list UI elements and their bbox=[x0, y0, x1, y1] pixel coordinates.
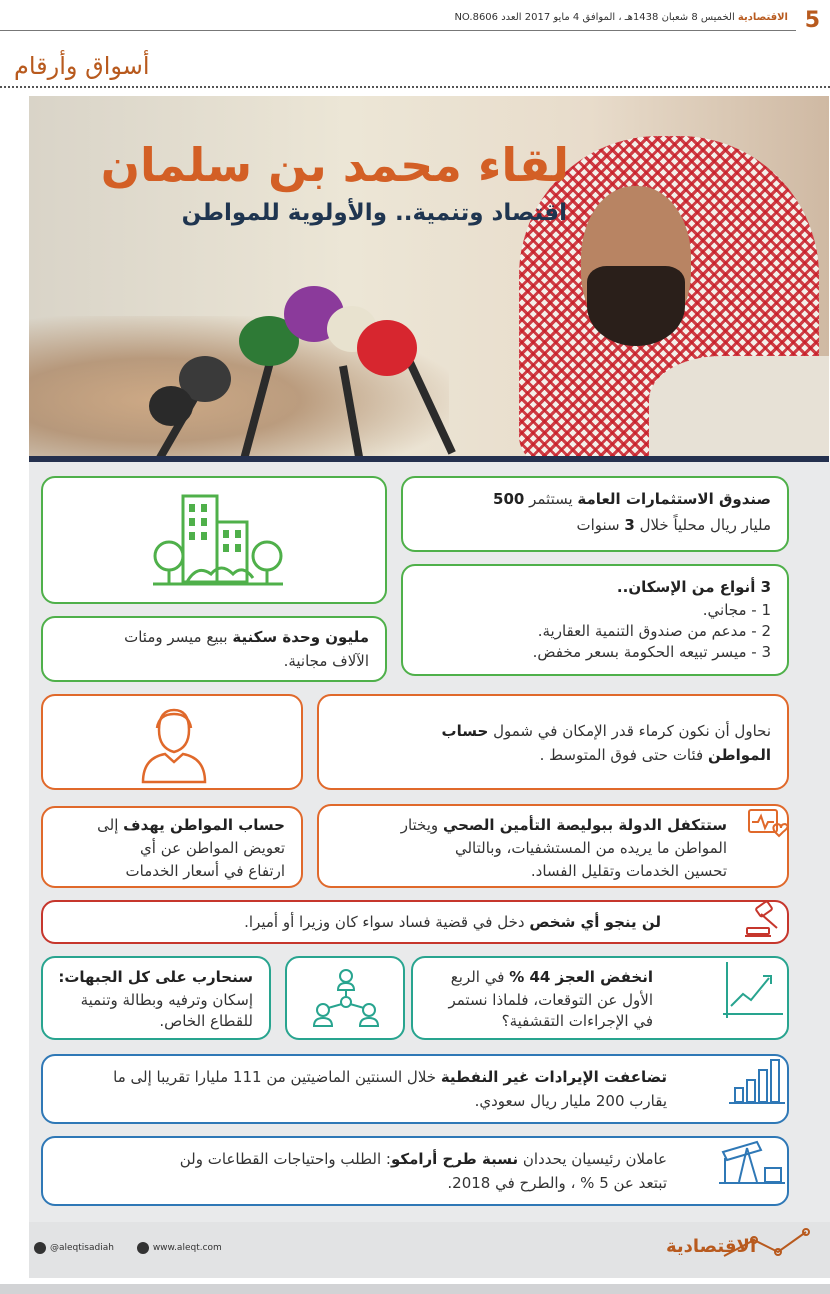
masthead bbox=[0, 0, 830, 92]
buildings-icon bbox=[143, 486, 293, 596]
footer-logo: الاقتصادية bbox=[666, 1236, 757, 1257]
goal-text: إلى bbox=[97, 816, 124, 834]
aramco-bold: نسبة طرح أرامكو bbox=[390, 1150, 519, 1168]
goal-line2: تعويض المواطن عن أي bbox=[140, 839, 285, 857]
health-monitor-icon bbox=[747, 806, 787, 842]
pif-bold: صندوق الاستثمارات العامة bbox=[577, 490, 771, 508]
mic-red bbox=[357, 320, 417, 376]
fronts-line3: للقطاع الخاص. bbox=[159, 1012, 253, 1030]
top-rule bbox=[0, 30, 796, 31]
scope-line2: فئات حتى فوق المتوسط . bbox=[539, 746, 708, 764]
non-oil-text: خلال السنتين الماضيتين من 111 مليارا تقريبا إلى ما bbox=[113, 1068, 441, 1086]
housing-type-item: 1 - مجاني. bbox=[702, 601, 771, 619]
health-line2: المواطن ما يريده من المستشفيات، وبالتالي bbox=[454, 839, 727, 857]
deficit-line3: في الإجراءات التقشفية؟ bbox=[501, 1012, 653, 1030]
deficit-line2: الأول عن التوقعات، فلماذا نستمر bbox=[448, 991, 653, 1009]
person-card bbox=[41, 694, 303, 790]
robe bbox=[649, 356, 829, 462]
housing-units-card bbox=[41, 616, 387, 682]
deficit-text: في الربع bbox=[450, 968, 510, 986]
aramco-line1: عاملان رئيسيان يحددان bbox=[518, 1150, 667, 1168]
goal-bold: حساب المواطن يهدف bbox=[123, 816, 285, 834]
aramco-line2: تبتعد عن 5 % ، والطرح في 2018. bbox=[447, 1174, 667, 1192]
hero-title: لقاء محمد بن سلمان bbox=[100, 138, 569, 192]
scope-bold1: حساب bbox=[441, 722, 489, 740]
hero-banner bbox=[29, 96, 829, 462]
non-oil-revenue-card bbox=[41, 1054, 789, 1124]
scope-line1: نحاول أن نكون كرماء قدر الإمكان في شمول bbox=[488, 722, 771, 740]
person-icon bbox=[139, 704, 209, 784]
deficit-bold: انخفض العجز 44 % bbox=[509, 968, 653, 986]
buildings-card bbox=[41, 476, 387, 604]
bottom-strip bbox=[0, 1284, 830, 1294]
health-text: ويختار bbox=[400, 816, 443, 834]
citizen-account-scope-card bbox=[317, 694, 789, 790]
housing-types-card bbox=[401, 564, 789, 676]
issue-date: الخميس 8 شعبان 1438هـ ، الموافق 4 مايو 2017 العدد NO.8606 bbox=[454, 12, 738, 23]
aramco-card bbox=[41, 1136, 789, 1206]
housing-units-text: ببيع ميسر ومئات bbox=[124, 628, 233, 646]
mic-stand bbox=[339, 365, 366, 462]
growth-chart-icon bbox=[721, 958, 787, 1024]
pif-amount: 500 bbox=[493, 490, 525, 508]
facts-panel bbox=[29, 462, 830, 1222]
housing-type-item: 2 - مدعم من صندوق التنمية العقارية. bbox=[537, 622, 771, 640]
mic-stand bbox=[238, 350, 277, 462]
health-insurance-card bbox=[317, 804, 789, 888]
bar-chart-icon bbox=[727, 1056, 787, 1106]
housing-units-line2: الآلاف مجانية. bbox=[283, 652, 369, 670]
housing-units-bold: مليون وحدة سكنية bbox=[232, 628, 369, 646]
page-number: 5 bbox=[804, 8, 820, 33]
citizen-account-goal-card bbox=[41, 806, 303, 888]
non-oil-line2: يقارب 200 مليار ريال سعودي. bbox=[474, 1092, 667, 1110]
housing-types-list bbox=[415, 600, 771, 663]
pif-line2-end: سنوات bbox=[576, 516, 625, 534]
corruption-text: دخل في قضية فساد سواء كان وزيرا أو أميرا. bbox=[244, 913, 530, 931]
corruption-bold: لن ينجو أي شخص bbox=[529, 913, 661, 931]
non-oil-bold: تضاعفت الإيرادات غير النفطية bbox=[440, 1068, 667, 1086]
website-url: www.aleqt.com bbox=[152, 1243, 222, 1253]
date-line bbox=[454, 12, 788, 23]
fronts-card bbox=[41, 956, 271, 1040]
twitter-link[interactable] bbox=[34, 1242, 124, 1254]
oil-pump-icon bbox=[717, 1138, 787, 1188]
mic-black bbox=[149, 386, 193, 426]
dotted-rule bbox=[0, 86, 830, 88]
goal-line3: ارتفاع في أسعار الخدمات bbox=[125, 862, 285, 880]
people-network-icon bbox=[311, 966, 381, 1032]
gavel-icon bbox=[743, 902, 787, 938]
fronts-line2: إسكان وترفيه وبطالة وتنمية bbox=[80, 991, 253, 1009]
pif-card bbox=[401, 476, 789, 552]
aramco-line1-end: : الطلب واحتياجات القطاعات ولن bbox=[179, 1150, 391, 1168]
fronts-bold: سنحارب على كل الجبهات: bbox=[58, 968, 253, 986]
footer-decor-icon bbox=[720, 1226, 830, 1266]
pif-text: يستثمر bbox=[524, 490, 578, 508]
twitter-handle: @aleqtisadiah bbox=[50, 1243, 114, 1253]
network-card bbox=[285, 956, 405, 1040]
health-line3: تحسين الخدمات وتقليل الفساد. bbox=[530, 862, 727, 880]
masthead-brand: الاقتصادية bbox=[737, 12, 788, 23]
social-links bbox=[34, 1242, 242, 1254]
housing-types-title: 3 أنواع من الإسكان.. bbox=[616, 578, 771, 596]
pif-years: 3 bbox=[624, 516, 635, 534]
footer bbox=[0, 1222, 830, 1294]
health-bold: ستتكفل الدولة ببوليصة التأمين الصحي bbox=[442, 816, 727, 834]
globe-icon bbox=[137, 1242, 149, 1254]
hero-subtitle: اقتصاد وتنمية.. والأولوية للمواطن bbox=[181, 200, 567, 226]
deficit-card bbox=[411, 956, 789, 1040]
twitter-icon bbox=[34, 1242, 46, 1254]
beard bbox=[587, 266, 685, 346]
corruption-card bbox=[41, 900, 789, 944]
pif-line2: مليار ريال محلياً خلال bbox=[634, 516, 771, 534]
website-link[interactable] bbox=[137, 1242, 232, 1254]
scope-bold2: المواطن bbox=[707, 746, 771, 764]
section-title: أسواق وأرقام bbox=[14, 52, 150, 80]
microphones bbox=[89, 256, 449, 462]
housing-type-item: 3 - ميسر تبيعه الحكومة بسعر مخفض. bbox=[532, 643, 771, 661]
